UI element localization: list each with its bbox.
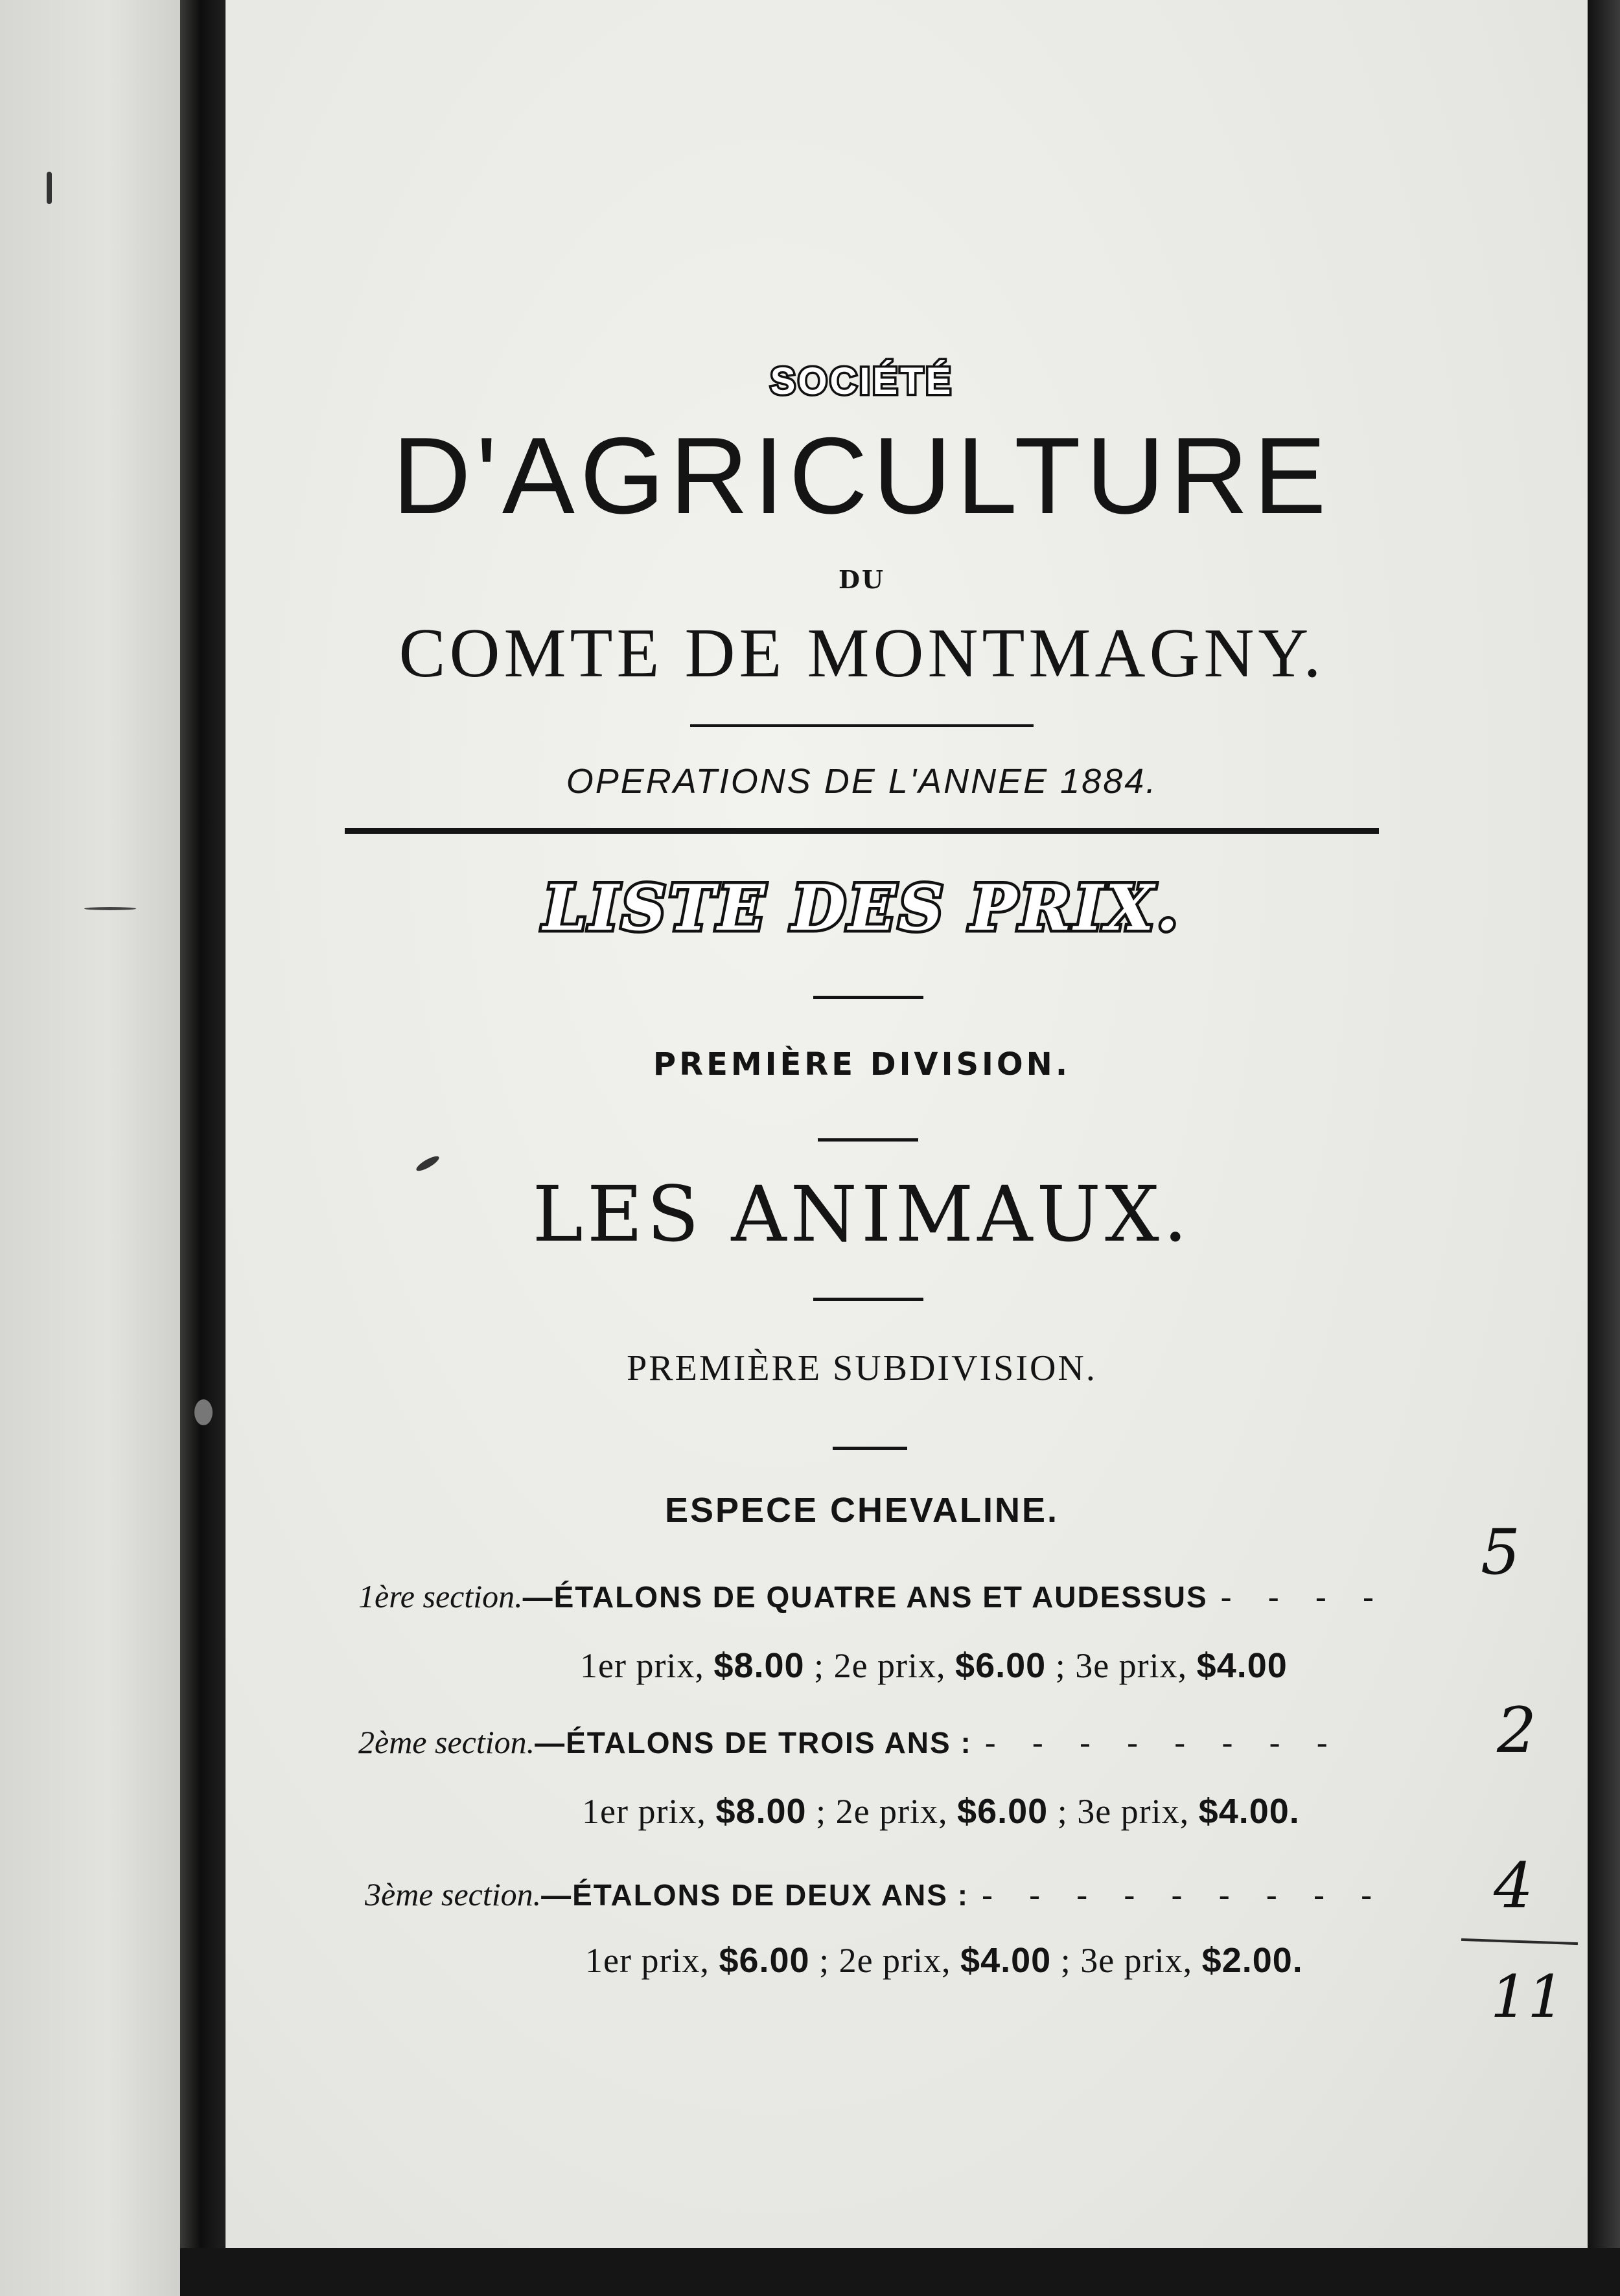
prize-rank: 3e prix,	[1075, 1646, 1188, 1685]
facing-page	[0, 0, 180, 2296]
short-divider-rule	[818, 1138, 918, 1142]
section-line	[365, 1876, 1386, 1913]
du-heading: DU	[838, 565, 886, 594]
prize-rank: 1er prix,	[582, 1792, 706, 1831]
page-gutter	[180, 0, 226, 2296]
prize-rank: 2e prix,	[835, 1792, 948, 1831]
prize-amount: $6.00	[957, 1792, 1048, 1831]
prize-rank: 1er prix,	[580, 1646, 704, 1685]
page-edge	[1588, 0, 1620, 2296]
section-line	[358, 1723, 1342, 1761]
prize-amount: $6.00	[955, 1646, 1047, 1685]
section-title: —ÉTALONS DE TROIS ANS :	[535, 1726, 972, 1760]
prize-line: 1er prix, $6.00 ; 2e prix, $4.00 ; 3e prix, $2.00.	[585, 1941, 1303, 1980]
ink-speck	[47, 172, 52, 204]
prize-line: 1er prix, $8.00 ; 2e prix, $6.00 ; 3e prix, $4.00.	[582, 1792, 1300, 1831]
leader-dots: - - - - - - - - -	[982, 1876, 1386, 1912]
section-label: 3ème section.	[365, 1876, 542, 1912]
section-line	[358, 1578, 1388, 1615]
thick-divider-rule	[345, 828, 1379, 834]
section-label: 1ère section.	[358, 1578, 523, 1614]
prize-amount: $4.00.	[1198, 1792, 1300, 1831]
leader-dots: - - - -	[1220, 1578, 1388, 1614]
prize-amount: $8.00	[715, 1792, 807, 1831]
ink-speck	[194, 1399, 213, 1425]
short-divider-rule	[813, 996, 923, 999]
division-heading: PREMIÈRE DIVISION.	[653, 1046, 1071, 1083]
section-title: —ÉTALONS DE QUATRE ANS ET AUDESSUS	[522, 1580, 1208, 1614]
prize-amount: $4.00	[1196, 1646, 1288, 1685]
section-label: 2ème section.	[358, 1724, 535, 1760]
handwritten-total: 11	[1490, 1963, 1565, 2031]
prize-rank: 2e prix,	[839, 1941, 951, 1980]
agriculture-heading: D'AGRICULTURE	[392, 415, 1332, 536]
prize-rank: 3e prix,	[1080, 1941, 1193, 1980]
leader-dots: - - - - - - - -	[984, 1724, 1342, 1760]
short-divider-rule	[813, 1298, 923, 1301]
ink-speck	[84, 907, 136, 910]
comte-heading: COMTE DE MONTMAGNY.	[399, 615, 1325, 692]
prize-amount: $8.00	[713, 1646, 805, 1685]
page-bottom-edge	[180, 2248, 1620, 2296]
subdivision-heading: PREMIÈRE SUBDIVISION.	[627, 1348, 1097, 1388]
section-title: —ÉTALONS DE DEUX ANS :	[541, 1878, 969, 1912]
prize-line: 1er prix, $8.00 ; 2e prix, $6.00 ; 3e prix, $4.00	[580, 1646, 1288, 1685]
handwritten-count: 5	[1481, 1516, 1521, 1589]
liste-des-prix-title: LISTE DES PRIX.	[543, 871, 1181, 945]
prize-amount: $2.00.	[1201, 1941, 1303, 1980]
prize-rank: 1er prix,	[585, 1941, 710, 1980]
prize-amount: $6.00	[719, 1941, 810, 1980]
prize-rank: 3e prix,	[1077, 1792, 1190, 1831]
prize-rank: 2e prix,	[833, 1646, 946, 1685]
operations-subtitle: OPERATIONS DE L'ANNEE 1884.	[566, 762, 1158, 801]
animaux-heading: LES ANIMAUX.	[532, 1169, 1192, 1259]
espece-heading: ESPECE CHEVALINE.	[664, 1491, 1059, 1530]
divider-rule	[690, 724, 1034, 727]
short-divider-rule	[833, 1447, 907, 1450]
handwritten-count: 4	[1494, 1850, 1534, 1922]
handwritten-count: 2	[1497, 1694, 1537, 1767]
prize-amount: $4.00	[960, 1941, 1052, 1980]
societe-heading: SOCIÉTÉ	[770, 360, 954, 402]
